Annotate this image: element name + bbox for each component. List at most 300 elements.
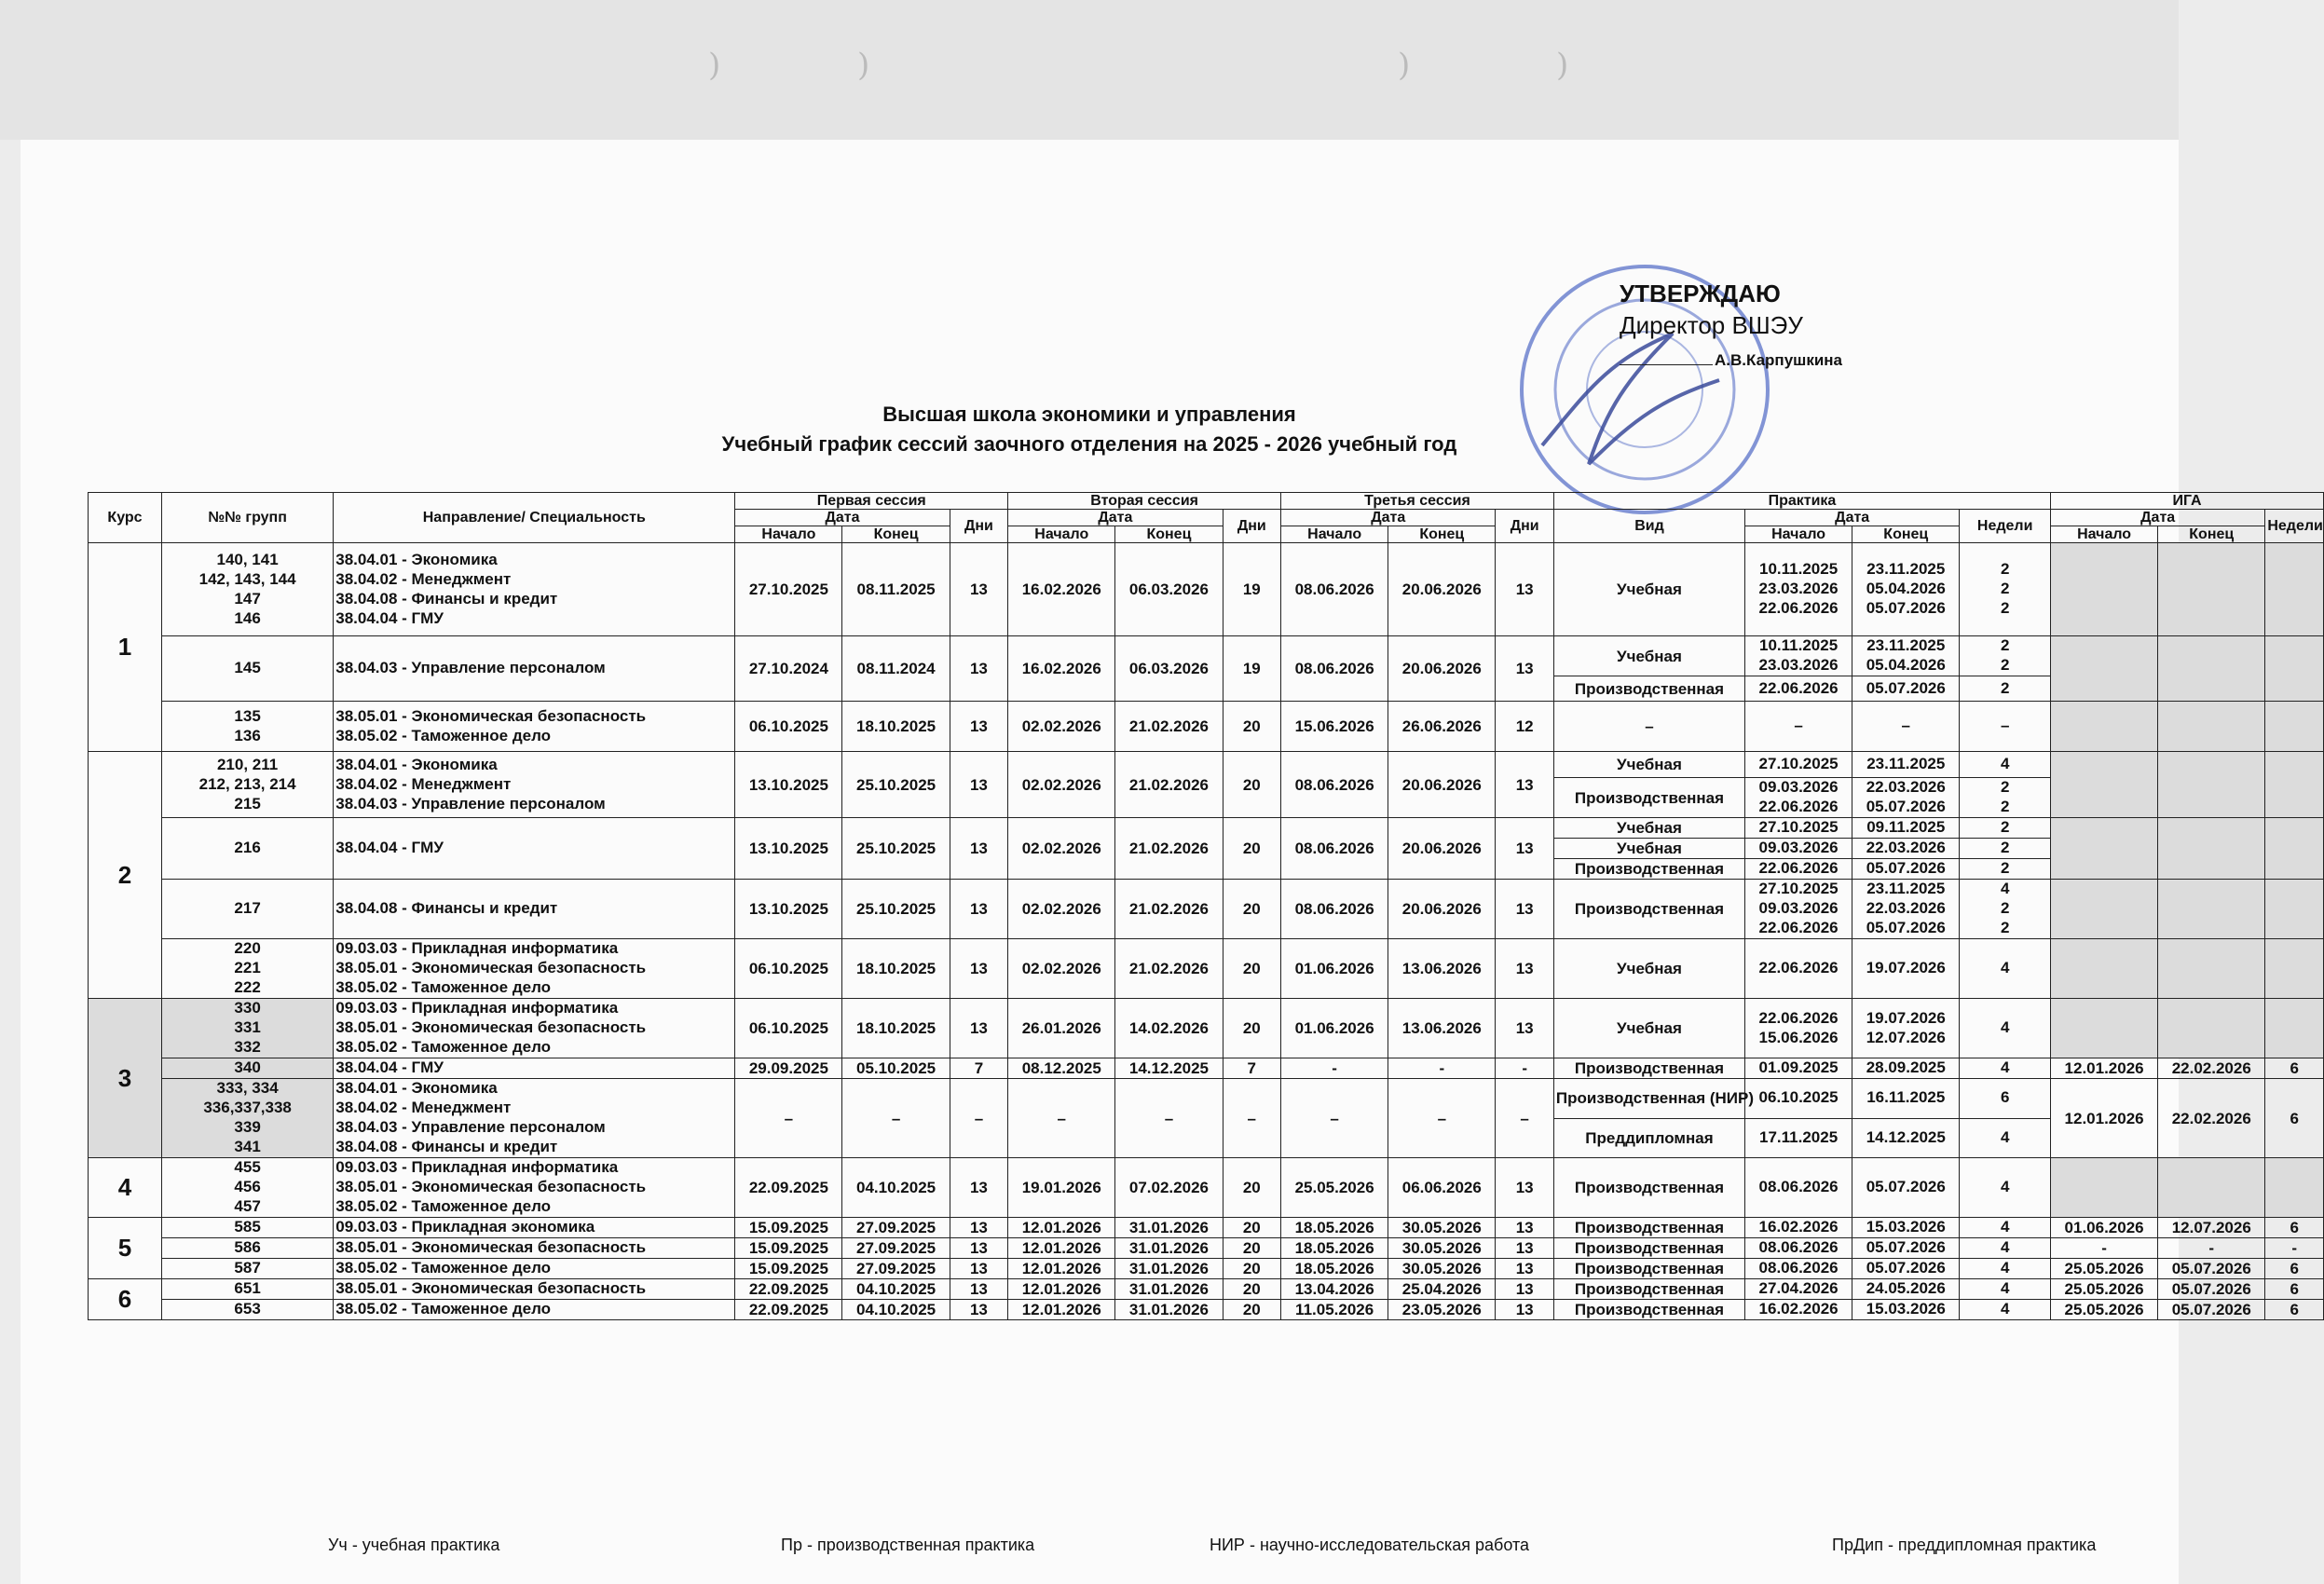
direction-cell-line: 38.04.04 - ГМУ — [335, 839, 444, 856]
practice-start — [1745, 880, 1852, 939]
s2-date: 07.02.2026 — [1115, 1158, 1223, 1218]
group-cell-line: 210, 211 — [216, 755, 279, 773]
group-cell — [161, 1218, 333, 1238]
s2-date: 02.02.2026 — [1008, 818, 1115, 880]
col-date: Дата — [2051, 510, 2265, 526]
s2-date: 19.01.2026 — [1008, 1158, 1115, 1218]
practice-end — [1852, 818, 1960, 839]
table-row — [89, 1238, 2324, 1259]
direction-cell-line: 38.04.02 - Менеджмент — [335, 774, 512, 793]
s1-days: 13 — [950, 1158, 1008, 1218]
practice-kind: Производственная — [1553, 1158, 1744, 1218]
practice-start-line: 08.06.2026 — [1758, 1238, 1839, 1256]
s1-date: 15.09.2025 — [735, 1238, 842, 1259]
s3-days: 13 — [1496, 1158, 1554, 1218]
group-cell-line: 587 — [234, 1259, 261, 1277]
group-cell — [161, 702, 333, 752]
practice-end-line: 12.07.2026 — [1866, 1028, 1946, 1046]
s1-date: 13.10.2025 — [735, 752, 842, 818]
iga-date: 22.02.2026 — [2158, 1079, 2265, 1158]
s1-date: 06.10.2025 — [735, 939, 842, 999]
practice-weeks-line: – — [2000, 717, 2010, 734]
s1-date: 27.09.2025 — [842, 1218, 950, 1238]
s1-days: 13 — [950, 1218, 1008, 1238]
practice-start — [1745, 752, 1852, 778]
table-row — [89, 702, 2324, 752]
practice-start-line: 01.09.2025 — [1758, 1058, 1839, 1076]
practice-start — [1745, 839, 1852, 859]
col-days: Дни — [950, 510, 1008, 543]
group-cell-line: 336,337,338 — [203, 1099, 292, 1116]
col-start: Начало — [1745, 526, 1852, 543]
iga-date — [2158, 939, 2265, 999]
practice-end-line: 15.03.2026 — [1866, 1300, 1946, 1318]
practice-end — [1852, 636, 1960, 676]
practice-end — [1852, 1079, 1960, 1119]
s1-date: 04.10.2025 — [842, 1279, 950, 1300]
s1-days: 13 — [950, 543, 1008, 636]
s1-date: 25.10.2025 — [842, 880, 950, 939]
practice-weeks-line: 6 — [2000, 1088, 2010, 1107]
practice-weeks-line: 4 — [2000, 1279, 2010, 1297]
schedule-body — [89, 543, 2324, 1320]
practice-start — [1745, 636, 1852, 676]
practice-end — [1852, 839, 1960, 859]
practice-end — [1852, 1218, 1960, 1238]
s3-date: 30.05.2026 — [1388, 1238, 1496, 1259]
practice-weeks-line: 2 — [2000, 678, 2010, 697]
legend-item: Пр - производственная практика — [781, 1536, 1035, 1554]
direction-cell-line: 38.04.01 - Экономика — [335, 755, 498, 773]
s3-days: – — [1496, 1079, 1554, 1158]
practice-start-line: 08.06.2026 — [1758, 1259, 1839, 1277]
practice-end-line: 05.07.2026 — [1866, 919, 1946, 936]
iga-date — [2051, 752, 2158, 818]
s3-date: 20.06.2026 — [1388, 636, 1496, 702]
s2-days: 19 — [1223, 636, 1281, 702]
iga-weeks: 6 — [2265, 1279, 2324, 1300]
s2-days: 20 — [1223, 1259, 1281, 1279]
practice-start-line: 22.06.2026 — [1758, 859, 1839, 877]
s1-days: 13 — [950, 999, 1008, 1058]
col-start: Начало — [1008, 526, 1115, 543]
iga-date: 05.07.2026 — [2158, 1300, 2265, 1320]
practice-kind: Производственная (НИР) — [1553, 1079, 1744, 1119]
practice-end — [1852, 1259, 1960, 1279]
s1-days: 13 — [950, 1238, 1008, 1259]
practice-end-line: 05.07.2026 — [1866, 859, 1946, 877]
practice-kind: Производственная — [1553, 880, 1744, 939]
practice-weeks — [1960, 676, 2051, 702]
iga-date — [2158, 543, 2265, 636]
s3-date: – — [1281, 1079, 1388, 1158]
col-weeks: Недели — [2265, 510, 2324, 543]
practice-start — [1745, 676, 1852, 702]
iga-date: 12.07.2026 — [2158, 1218, 2265, 1238]
s2-date: 21.02.2026 — [1115, 702, 1223, 752]
iga-date — [2158, 752, 2265, 818]
practice-weeks-line: 2 — [2000, 599, 2010, 617]
s2-days: 20 — [1223, 880, 1281, 939]
direction-cell-line: 38.04.08 - Финансы и кредит — [335, 589, 558, 608]
col-session2: Вторая сессия — [1008, 493, 1281, 510]
practice-start — [1745, 1058, 1852, 1079]
practice-kind: Производственная — [1553, 859, 1744, 880]
direction-cell-line: 09.03.03 - Прикладная информатика — [335, 999, 619, 1017]
s3-date: 08.06.2026 — [1281, 752, 1388, 818]
s2-date: 12.01.2026 — [1008, 1259, 1115, 1279]
course-cell: 4 — [89, 1158, 162, 1218]
practice-end-line: 24.05.2026 — [1866, 1279, 1946, 1297]
direction-cell-line: 38.05.01 - Экономическая безопасность — [335, 959, 647, 976]
s3-date: 25.04.2026 — [1388, 1279, 1496, 1300]
practice-end — [1852, 1058, 1960, 1079]
s2-date: 12.01.2026 — [1008, 1300, 1115, 1320]
practice-weeks — [1960, 818, 2051, 839]
practice-weeks-line: 2 — [2000, 839, 2010, 856]
direction-cell-line: 38.05.01 - Экономическая безопасность — [335, 706, 647, 725]
s2-date: 31.01.2026 — [1115, 1238, 1223, 1259]
practice-kind: Учебная — [1553, 752, 1744, 778]
iga-weeks: 6 — [2265, 1079, 2324, 1158]
iga-date — [2051, 702, 2158, 752]
session-schedule-table — [88, 492, 2324, 1320]
s3-date: 20.06.2026 — [1388, 880, 1496, 939]
practice-end-line: 28.09.2025 — [1866, 1058, 1946, 1076]
s1-date: 27.10.2025 — [735, 543, 842, 636]
s3-date: 13.06.2026 — [1388, 999, 1496, 1058]
practice-start-line: 06.10.2025 — [1758, 1088, 1839, 1107]
direction-cell — [334, 1279, 735, 1300]
s3-days: 13 — [1496, 1300, 1554, 1320]
practice-end-line: 05.07.2026 — [1866, 1259, 1946, 1277]
iga-weeks: 6 — [2265, 1218, 2324, 1238]
direction-cell — [334, 1058, 735, 1079]
group-cell-line: 456 — [234, 1178, 261, 1195]
col-practice: Практика — [1553, 493, 2050, 510]
iga-date — [2051, 880, 2158, 939]
practice-end-line: 19.07.2026 — [1866, 1008, 1946, 1027]
direction-cell-line: 38.04.03 - Управление персоналом — [335, 1118, 606, 1136]
practice-weeks — [1960, 880, 2051, 939]
iga-date — [2158, 702, 2265, 752]
practice-end — [1852, 778, 1960, 818]
group-cell-line: 222 — [234, 978, 261, 996]
s1-days: 13 — [950, 636, 1008, 702]
group-cell-line: 147 — [234, 589, 261, 608]
practice-end-line: 19.07.2026 — [1866, 959, 1946, 976]
direction-cell — [334, 1158, 735, 1218]
practice-end-line: 14.12.2025 — [1866, 1127, 1946, 1146]
group-cell — [161, 1300, 333, 1320]
course-cell: 2 — [89, 752, 162, 999]
s3-days: 12 — [1496, 702, 1554, 752]
practice-kind: Производственная — [1553, 1238, 1744, 1259]
practice-weeks-line: 2 — [2000, 560, 2010, 578]
practice-end-line: 05.07.2026 — [1866, 1178, 1946, 1195]
group-cell-line: 586 — [234, 1238, 261, 1256]
group-cell-line: 455 — [234, 1158, 261, 1176]
group-cell-line: 145 — [234, 659, 261, 676]
practice-weeks — [1960, 859, 2051, 880]
practice-kind: Производственная — [1553, 1259, 1744, 1279]
iga-date — [2158, 818, 2265, 880]
s3-date: 08.06.2026 — [1281, 543, 1388, 636]
practice-start — [1745, 1158, 1852, 1218]
s2-days: 20 — [1223, 1300, 1281, 1320]
practice-weeks-line: 2 — [2000, 919, 2010, 936]
col-start: Начало — [2051, 526, 2158, 543]
s2-days: 7 — [1223, 1058, 1281, 1079]
table-row — [89, 543, 2324, 636]
group-cell-line: 330 — [234, 999, 261, 1017]
iga-weeks — [2265, 752, 2324, 818]
s1-days: 13 — [950, 1300, 1008, 1320]
group-cell-line: 651 — [234, 1279, 261, 1297]
s1-date: 22.09.2025 — [735, 1300, 842, 1320]
s3-date: 30.05.2026 — [1388, 1259, 1496, 1279]
practice-start — [1745, 1300, 1852, 1320]
s3-date: 11.05.2026 — [1281, 1300, 1388, 1320]
direction-cell — [334, 636, 735, 702]
s3-date: 30.05.2026 — [1388, 1218, 1496, 1238]
s1-date: 08.11.2025 — [842, 543, 950, 636]
practice-start-line: 22.06.2026 — [1758, 599, 1839, 617]
practice-weeks — [1960, 543, 2051, 636]
group-cell-line: 341 — [234, 1138, 261, 1155]
s1-days: 13 — [950, 818, 1008, 880]
s2-date: 21.02.2026 — [1115, 818, 1223, 880]
practice-end-line: 05.07.2026 — [1866, 678, 1946, 697]
s1-date: 29.09.2025 — [735, 1058, 842, 1079]
practice-kind: Производственная — [1553, 1300, 1744, 1320]
col-end: Конец — [2158, 526, 2265, 543]
practice-end — [1852, 1158, 1960, 1218]
s2-days: 20 — [1223, 1218, 1281, 1238]
s2-days: 20 — [1223, 752, 1281, 818]
practice-weeks — [1960, 1259, 2051, 1279]
s1-date: 18.10.2025 — [842, 939, 950, 999]
s1-days: 13 — [950, 939, 1008, 999]
group-cell-line: 333, 334 — [216, 1079, 279, 1097]
group-cell — [161, 999, 333, 1058]
practice-weeks-line: 2 — [2000, 778, 2010, 796]
practice-kind: Учебная — [1553, 543, 1744, 636]
s2-date: 02.02.2026 — [1008, 752, 1115, 818]
iga-date — [2051, 636, 2158, 702]
practice-end-line: 05.07.2026 — [1866, 798, 1946, 815]
practice-weeks — [1960, 1279, 2051, 1300]
iga-date — [2051, 818, 2158, 880]
group-cell-line: 216 — [234, 839, 261, 856]
practice-start — [1745, 702, 1852, 752]
practice-start — [1745, 939, 1852, 999]
iga-weeks: - — [2265, 1238, 2324, 1259]
group-cell-line: 136 — [234, 726, 261, 744]
s1-date: 25.10.2025 — [842, 818, 950, 880]
practice-end-line: 23.11.2025 — [1866, 755, 1946, 772]
approval-block — [1620, 278, 1842, 376]
practice-weeks-line: 2 — [2000, 580, 2010, 597]
practice-kind: Учебная — [1553, 999, 1744, 1058]
practice-weeks-line: 4 — [2000, 1178, 2010, 1195]
s1-date: 13.10.2025 — [735, 818, 842, 880]
practice-kind: Преддипломная — [1553, 1118, 1744, 1158]
col-end: Конец — [1388, 526, 1496, 543]
iga-date: 12.01.2026 — [2051, 1079, 2158, 1158]
s1-date: 27.10.2024 — [735, 636, 842, 702]
s3-date: 18.05.2026 — [1281, 1259, 1388, 1279]
s3-date: 01.06.2026 — [1281, 939, 1388, 999]
practice-weeks-line: 4 — [2000, 1218, 2010, 1236]
s1-days: 13 — [950, 880, 1008, 939]
practice-start-line: 09.03.2026 — [1758, 839, 1839, 856]
table-row — [89, 1218, 2324, 1238]
direction-cell-line: 09.03.03 - Прикладная информатика — [335, 1158, 619, 1176]
s3-date: 20.06.2026 — [1388, 543, 1496, 636]
course-cell: 5 — [89, 1218, 162, 1279]
iga-weeks — [2265, 999, 2324, 1058]
table-row — [89, 1259, 2324, 1279]
s2-days: 20 — [1223, 1279, 1281, 1300]
iga-date — [2051, 999, 2158, 1058]
s1-date: 18.10.2025 — [842, 702, 950, 752]
practice-start-line: 16.02.2026 — [1758, 1218, 1839, 1236]
iga-date: 12.01.2026 — [2051, 1058, 2158, 1079]
direction-cell — [334, 752, 735, 818]
iga-date: 25.05.2026 — [2051, 1259, 2158, 1279]
legend-item: НИР - научно-исследовательская работа — [1210, 1536, 1530, 1554]
s2-date: 16.02.2026 — [1008, 543, 1115, 636]
practice-end-line: 05.07.2026 — [1866, 599, 1946, 617]
practice-kind: Учебная — [1553, 839, 1744, 859]
s3-days: 13 — [1496, 818, 1554, 880]
practice-start — [1745, 543, 1852, 636]
s3-date: 15.06.2026 — [1281, 702, 1388, 752]
practice-weeks — [1960, 939, 2051, 999]
s3-days: 13 — [1496, 1218, 1554, 1238]
s1-date: 22.09.2025 — [735, 1158, 842, 1218]
group-cell — [161, 880, 333, 939]
col-session3: Третья сессия — [1281, 493, 1554, 510]
col-weeks: Недели — [1960, 510, 2051, 543]
practice-start-line: 08.06.2026 — [1758, 1178, 1839, 1195]
s3-days: 13 — [1496, 752, 1554, 818]
s2-date: 31.01.2026 — [1115, 1218, 1223, 1238]
practice-end — [1852, 1118, 1960, 1158]
s1-date: 27.09.2025 — [842, 1238, 950, 1259]
s2-days: 20 — [1223, 702, 1281, 752]
practice-weeks-line: 4 — [2000, 1127, 2010, 1146]
practice-weeks-line: 4 — [2000, 1300, 2010, 1318]
direction-cell — [334, 1079, 735, 1158]
s3-date: 08.06.2026 — [1281, 880, 1388, 939]
s2-date: 14.12.2025 — [1115, 1058, 1223, 1079]
practice-weeks — [1960, 1058, 2051, 1079]
iga-weeks — [2265, 702, 2324, 752]
group-cell — [161, 1058, 333, 1079]
group-cell — [161, 1238, 333, 1259]
s2-date: 31.01.2026 — [1115, 1279, 1223, 1300]
s1-date: 22.09.2025 — [735, 1279, 842, 1300]
s2-date: 12.01.2026 — [1008, 1279, 1115, 1300]
direction-cell — [334, 818, 735, 880]
practice-start-line: 16.02.2026 — [1758, 1300, 1839, 1318]
s1-date: 05.10.2025 — [842, 1058, 950, 1079]
col-course: Курс — [89, 493, 162, 543]
group-cell — [161, 1158, 333, 1218]
col-iga: ИГА — [2051, 493, 2324, 510]
group-cell-line: 215 — [234, 794, 261, 812]
direction-cell-line: 38.05.01 - Экономическая безопасность — [335, 1238, 647, 1256]
group-cell-line: 221 — [234, 959, 261, 976]
iga-date: 05.07.2026 — [2158, 1259, 2265, 1279]
practice-end-line: 22.03.2026 — [1866, 839, 1946, 856]
table-row — [89, 1058, 2324, 1079]
s3-date: 08.06.2026 — [1281, 636, 1388, 702]
s1-days: 7 — [950, 1058, 1008, 1079]
legend-item: Уч - учебная практика — [328, 1536, 500, 1554]
direction-cell — [334, 1218, 735, 1238]
practice-end — [1852, 1279, 1960, 1300]
group-cell-line: 332 — [234, 1038, 261, 1056]
course-cell: 1 — [89, 543, 162, 752]
s2-days: 20 — [1223, 1158, 1281, 1218]
s3-date: 08.06.2026 — [1281, 818, 1388, 880]
practice-weeks — [1960, 1300, 2051, 1320]
s1-date: 04.10.2025 — [842, 1158, 950, 1218]
s1-date: – — [842, 1079, 950, 1158]
s3-days: 13 — [1496, 636, 1554, 702]
practice-kind: Учебная — [1553, 939, 1744, 999]
direction-cell-line: 38.04.08 - Финансы и кредит — [335, 899, 558, 917]
scanner-top-strip — [0, 0, 2179, 140]
direction-cell-line: 38.05.02 - Таможенное дело — [335, 1197, 552, 1215]
practice-kind: Учебная — [1553, 636, 1744, 676]
iga-date — [2051, 543, 2158, 636]
col-days: Дни — [1223, 510, 1281, 543]
s3-days: - — [1496, 1058, 1554, 1079]
s2-date: 06.03.2026 — [1115, 636, 1223, 702]
s3-date: 18.05.2026 — [1281, 1238, 1388, 1259]
practice-start-line: 15.06.2026 — [1758, 1028, 1839, 1046]
practice-start — [1745, 818, 1852, 839]
practice-start-line: 22.06.2026 — [1758, 959, 1839, 976]
practice-kind: – — [1553, 702, 1744, 752]
practice-start-line: 27.04.2026 — [1758, 1279, 1839, 1297]
practice-start-line: 22.06.2026 — [1758, 678, 1839, 697]
s3-date: 13.04.2026 — [1281, 1279, 1388, 1300]
direction-cell-line: 38.05.02 - Таможенное дело — [335, 1038, 552, 1056]
practice-kind: Производственная — [1553, 676, 1744, 702]
practice-end — [1852, 1300, 1960, 1320]
practice-weeks-line: 4 — [2000, 1259, 2010, 1277]
s3-date: 06.06.2026 — [1388, 1158, 1496, 1218]
group-cell — [161, 939, 333, 999]
s2-date: 02.02.2026 — [1008, 702, 1115, 752]
s2-date: 02.02.2026 — [1008, 939, 1115, 999]
iga-date — [2158, 999, 2265, 1058]
practice-end — [1852, 1238, 1960, 1259]
table-row — [89, 939, 2324, 999]
practice-end — [1852, 999, 1960, 1058]
iga-date: 05.07.2026 — [2158, 1279, 2265, 1300]
s1-date: 08.11.2024 — [842, 636, 950, 702]
approval-position: Директор ВШЭУ — [1620, 311, 1803, 339]
direction-cell — [334, 999, 735, 1058]
iga-weeks: 6 — [2265, 1300, 2324, 1320]
schedule-table-container — [88, 492, 2323, 1320]
